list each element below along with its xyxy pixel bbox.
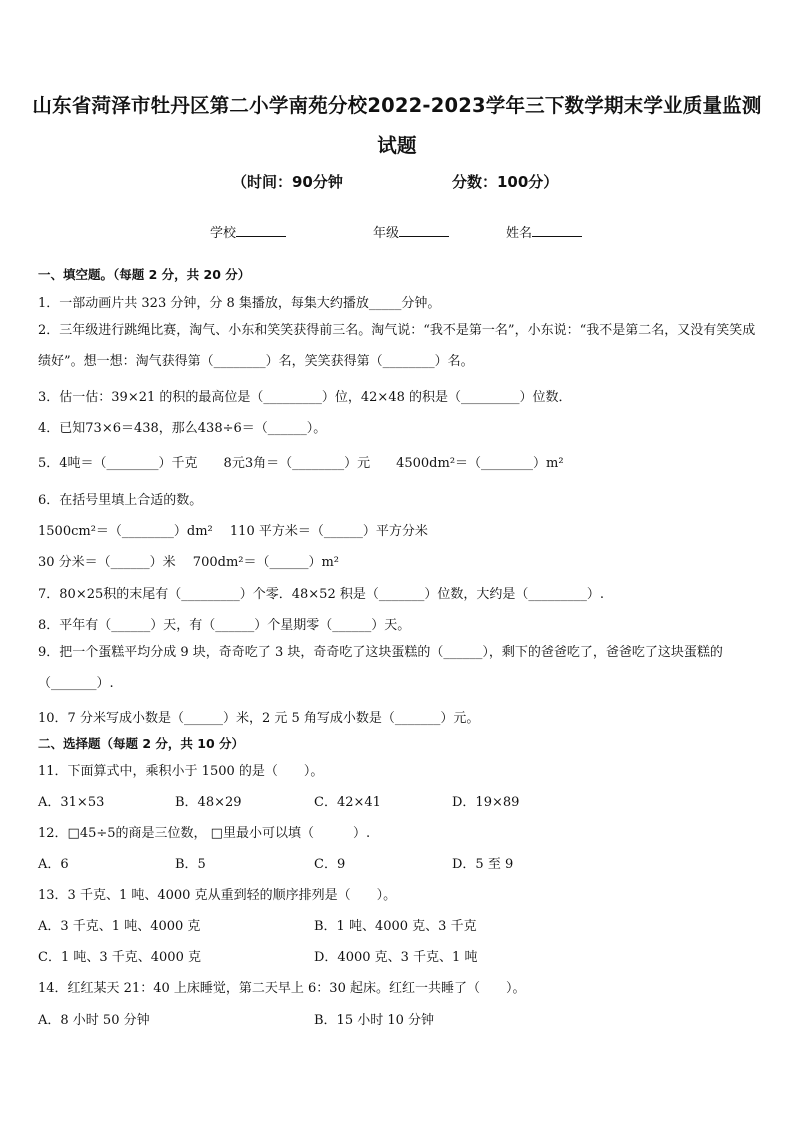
q11-option-b[interactable]: B．48×29 — [175, 795, 242, 810]
q13-option-d[interactable]: D．4000 克、3 千克、1 吨 — [314, 950, 478, 965]
question-4: 4．已知73×6＝438，那么438÷6＝（______）。 — [38, 421, 327, 436]
question-3: 3．估一估：39×21 的积的最高位是（_________）位，42×48 的积是（_________）位数． — [38, 390, 572, 405]
exam-time: （时间：90分钟 — [232, 173, 343, 191]
question-6-line-b: 30 分米＝（______）米 700dm²＝（______）m² — [38, 555, 340, 570]
q13-option-c[interactable]: C．1 吨、3 千克、4000 克 — [38, 950, 201, 965]
question-7: 7．80×25积的末尾有（_________）个零．48×52 积是（_______）位数，大约是（_________）. — [38, 587, 604, 602]
question-13: 13．3 千克、1 吨、4000 克从重到轻的顺序排列是（ ）。 — [38, 888, 397, 903]
question-5: 5．4吨＝（________）千克 8元3角＝（________）元 4500dm²＝（________）m² — [38, 456, 564, 471]
school-blank[interactable] — [236, 224, 286, 237]
q14-option-b[interactable]: B．15 小时 10 分钟 — [314, 1013, 435, 1028]
grade-label: 年级 — [373, 226, 400, 241]
q11-option-d[interactable]: D．19×89 — [452, 795, 520, 810]
question-2: 2．三年级进行跳绳比赛，淘气、小东和笑笑获得前三名。淘气说：“我不是第一名”，小东说：“我不是第二名，又没有笑笑成绩好”。想一想：淘气获得第（________）名，笑笑获得第（________）名。 — [38, 323, 756, 369]
name-label: 姓名 — [506, 226, 533, 241]
question-9: 9．把一个蛋糕平均分成 9 块，奇奇吃了 3 块，奇奇吃了这块蛋糕的（______），剩下的爸爸吃了，爸爸吃了这块蛋糕的（_______）. — [38, 645, 723, 691]
q12-option-a[interactable]: A．6 — [38, 857, 69, 872]
school-field[interactable] — [210, 222, 286, 241]
question-12: 12．□45÷5的商是三位数， □里最小可以填（ ）. — [38, 826, 371, 841]
name-blank[interactable] — [532, 224, 582, 237]
question-6-line-a: 1500cm²＝（________）dm² 110 平方米＝（______）平方分米 — [38, 524, 428, 539]
grade-blank[interactable] — [399, 224, 449, 237]
question-11: 11．下面算式中，乘积小于 1500 的是（ ）。 — [38, 764, 324, 779]
name-field[interactable] — [506, 222, 582, 241]
section-heading-fill: 一、填空题。（每题 2 分，共 20 分） — [38, 267, 251, 282]
q14-option-a[interactable]: A．8 小时 50 分钟 — [38, 1013, 150, 1028]
section-heading-choice: 二、选择题（每题 2 分，共 10 分） — [38, 736, 245, 751]
question-8: 8．平年有（______）天，有（______）个星期零（______）天。 — [38, 618, 411, 633]
school-label: 学校 — [210, 226, 237, 241]
exam-score: 分数：100分） — [452, 173, 559, 191]
question-1: 1．一部动画片共 323 分钟，分 8 集播放，每集大约播放_____分钟。 — [38, 296, 441, 311]
q13-option-a[interactable]: A．3 千克、1 吨、4000 克 — [38, 919, 201, 934]
q12-option-d[interactable]: D．5 至 9 — [452, 857, 514, 872]
exam-title: 山东省菏泽市牡丹区第二小学南苑分校2022-2023学年三下数学期末学业质量监测试题 — [32, 94, 762, 157]
question-6: 6．在括号里填上合适的数。 — [38, 493, 203, 508]
grade-field[interactable] — [373, 222, 449, 241]
question-14: 14．红红某天 21：40 上床睡觉，第二天早上 6：30 起床。红红一共睡了（ ）。 — [38, 981, 526, 996]
q12-option-b[interactable]: B．5 — [175, 857, 206, 872]
q12-option-c[interactable]: C．9 — [314, 857, 346, 872]
question-10: 10．7 分米写成小数是（______）米，2 元 5 角写成小数是（_______）元。 — [38, 711, 480, 726]
q11-option-c[interactable]: C．42×41 — [314, 795, 381, 810]
q11-option-a[interactable]: A．31×53 — [38, 795, 105, 810]
q13-option-b[interactable]: B．1 吨、4000 克、3 千克 — [314, 919, 477, 934]
